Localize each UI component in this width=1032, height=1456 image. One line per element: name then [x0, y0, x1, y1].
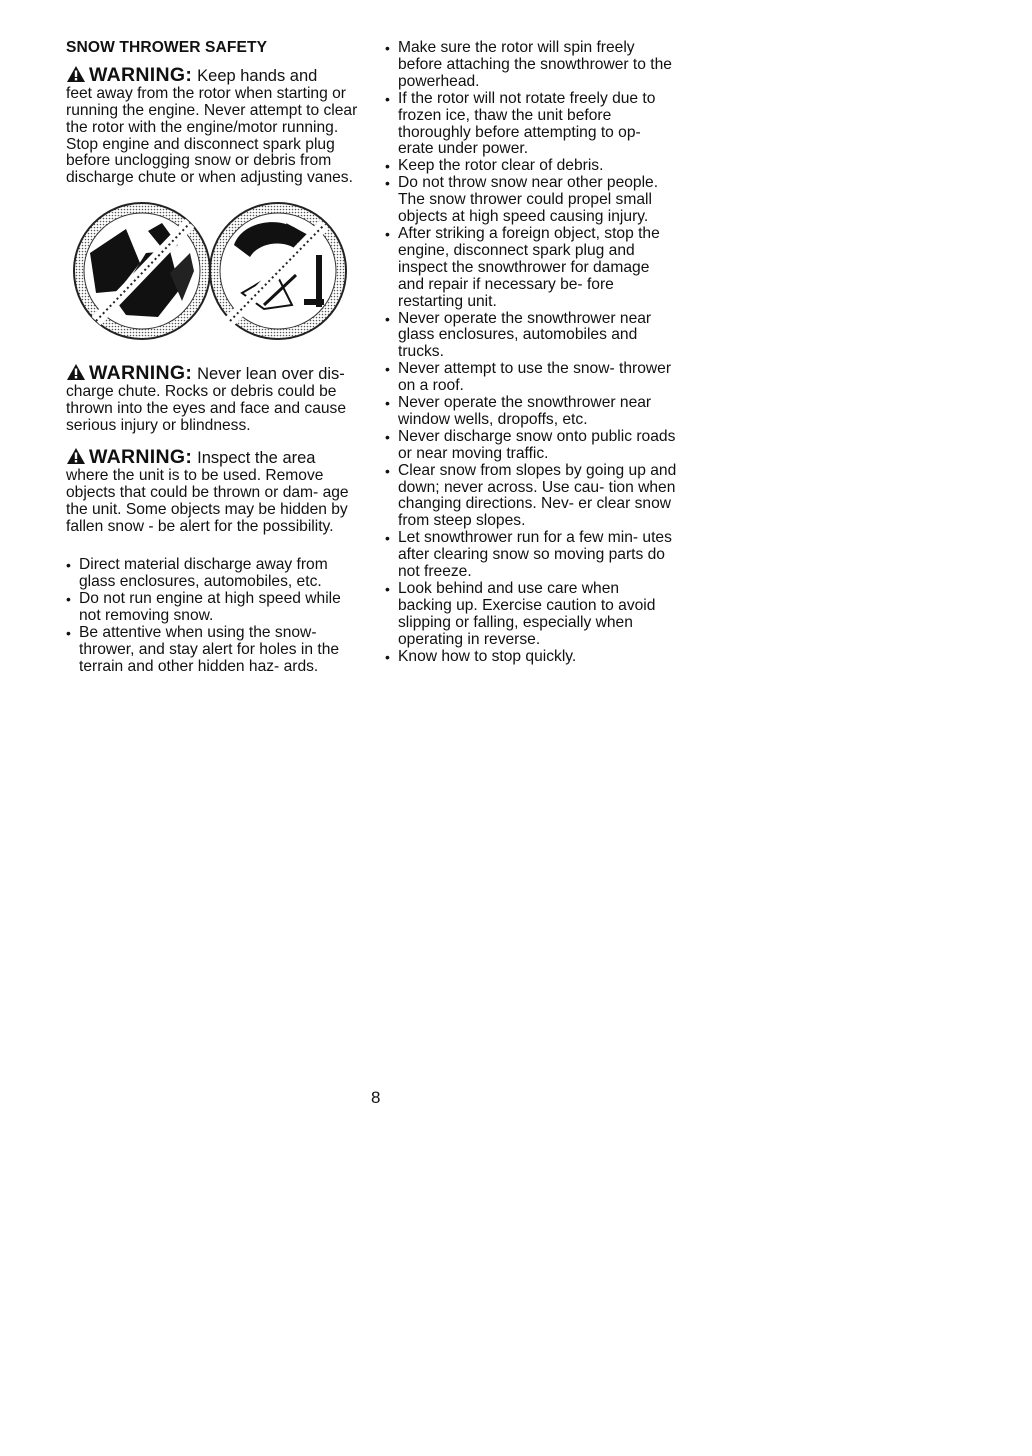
warning-block-hands: [66, 65, 358, 187]
warning-line: [66, 447, 358, 468]
list-item: • Know how to stop quickly.: [385, 649, 677, 666]
list-item: • After striking a foreign object, stop the engine, disconnect spark plug and inspect the snowthrower for damage and repair if necessary be- fore restarting unit.: [385, 226, 677, 311]
warning-triangle-icon: [66, 447, 86, 465]
spacer: [66, 535, 358, 557]
list-item: • Make sure the rotor will spin freely before attaching the snowthrower to the powerhead.: [385, 40, 677, 91]
right-column: [385, 40, 677, 666]
list-item: • Do not throw snow near other people. The snow thrower could propel small objects at high speed causing injury.: [385, 175, 677, 226]
warning-lead-text: Keep hands and: [197, 66, 318, 85]
list-item: • Keep the rotor clear of debris.: [385, 158, 677, 175]
list-item: • Let snowthrower run for a few min- utes after clearing snow so moving parts do not freeze.: [385, 530, 677, 581]
warning-body-text: charge chute. Rocks or debris could be thrown into the eyes and face and cause serious injury or blindness.: [66, 383, 347, 434]
warning-label: WARNING:: [89, 362, 193, 385]
warning-lead-text: Never lean over dis-: [197, 365, 345, 384]
list-item: • Never attempt to use the snow- thrower on a roof.: [385, 361, 677, 395]
list-item: • Never operate the snowthrower near window wells, dropoffs, etc.: [385, 395, 677, 429]
warning-body-text: where the unit is to be used. Remove objects that could be thrown or dam- age the unit. Some objects may be hidden by fallen snow - be alert for the possibility.: [66, 466, 349, 535]
safety-illustration: [66, 193, 358, 353]
warning-line: [66, 65, 358, 86]
list-item: • Direct material discharge away from glass enclosures, automobiles, etc.: [66, 557, 358, 591]
no-leaning-over-chute-icon: [210, 203, 346, 339]
warning-triangle-icon: [66, 363, 86, 381]
warning-label: WARNING:: [89, 445, 193, 468]
list-item: • If the rotor will not rotate freely due to frozen ice, thaw the unit before thoroughly before attempting to op- erate under power.: [385, 91, 677, 159]
page-number: 8: [371, 1088, 381, 1107]
warning-label: WARNING:: [89, 63, 193, 86]
list-item: • Be attentive when using the snow- thrower, and stay alert for holes in the terrain and other hidden haz- ards.: [66, 625, 358, 676]
list-item: • Clear snow from slopes by going up and down; never across. Use cau- tion when changing directions. Nev- er clear snow from steep slopes.: [385, 463, 677, 531]
no-hands-near-rotor-icon: [74, 203, 210, 339]
list-item: • Never operate the snowthrower near glass enclosures, automobiles and trucks.: [385, 311, 677, 362]
prohibition-symbols: [66, 193, 358, 353]
warning-triangle-icon: [66, 65, 86, 83]
list-item: • Never discharge snow onto public roads or near moving traffic.: [385, 429, 677, 463]
warning-lead-text: Inspect the area: [197, 448, 316, 467]
left-bullet-list: [66, 557, 358, 675]
warning-block-chute: [66, 363, 358, 435]
warning-line: [66, 363, 358, 384]
left-column: [66, 40, 358, 676]
list-item: • Do not run engine at high speed while not removing snow.: [66, 591, 358, 625]
list-item: • Look behind and use care when backing up. Exercise caution to avoid slipping or falling, especially when operating in reverse.: [385, 581, 677, 649]
warning-body-text: feet away from the rotor when starting or running the engine. Never attempt to clear the rotor with the engine/motor running. Stop engine and disconnect spark plug before unclogging snow or debris from discharge chute or when adjusting vanes.: [66, 84, 358, 187]
warning-block-inspect: [66, 447, 358, 536]
right-bullet-list: [385, 40, 677, 666]
section-heading: SNOW THROWER SAFETY: [66, 39, 268, 56]
